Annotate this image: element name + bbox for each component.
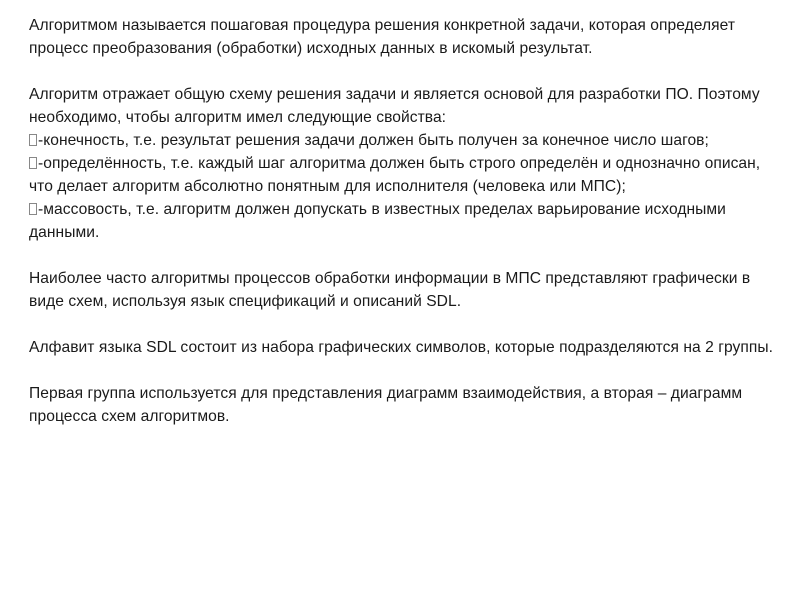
property-finiteness-text: -конечность, т.е. результат решения задачи должен быть получен за конечное число шагов; xyxy=(38,132,709,149)
property-definiteness-text: -определённость, т.е. каждый шаг алгоритма должен быть строго определён и однозначно описан, что делает алгоритм абсолютно понятным для исполнителя (человека или МПС); xyxy=(29,155,761,195)
paragraph-symbol-groups: Первая группа используется для представления диаграмм взаимодействия, а вторая – диаграмм процесса схем алгоритмов. xyxy=(29,385,743,425)
paragraph-gap xyxy=(29,60,777,83)
paragraph-intro: Алгоритм отражает общую схему решения задачи и является основой для разработки ПО. Поэтому необходимо, чтобы алгоритм имел следующие свойства: xyxy=(29,86,760,126)
missing-glyph-bullet-icon xyxy=(29,157,37,169)
paragraph-definition: Алгоритмом называется пошаговая процедура решения конкретной задачи, которая определяет процесс преобразования (обработки) исходных данных в искомый результат. xyxy=(29,17,736,57)
slide-text xyxy=(29,14,777,428)
paragraph-gap xyxy=(29,244,777,267)
missing-glyph-bullet-icon xyxy=(29,134,37,146)
property-finiteness xyxy=(29,129,777,152)
paragraph-graphic-representation: Наиболее часто алгоритмы процессов обработки информации в МПС представляют графически в виде схем, используя язык спецификаций и описаний SDL. xyxy=(29,270,751,310)
paragraph-gap xyxy=(29,359,777,382)
property-definiteness xyxy=(29,152,777,198)
paragraph-sdl-alphabet: Алфавит языка SDL состоит из набора графических символов, которые подразделяются на 2 группы. xyxy=(29,339,774,356)
paragraph-gap xyxy=(29,313,777,336)
missing-glyph-bullet-icon xyxy=(29,203,37,215)
property-massiveness-text: -массовость, т.е. алгоритм должен допускать в известных пределах варьирование исходными данными. xyxy=(29,201,726,241)
property-massiveness xyxy=(29,198,777,244)
